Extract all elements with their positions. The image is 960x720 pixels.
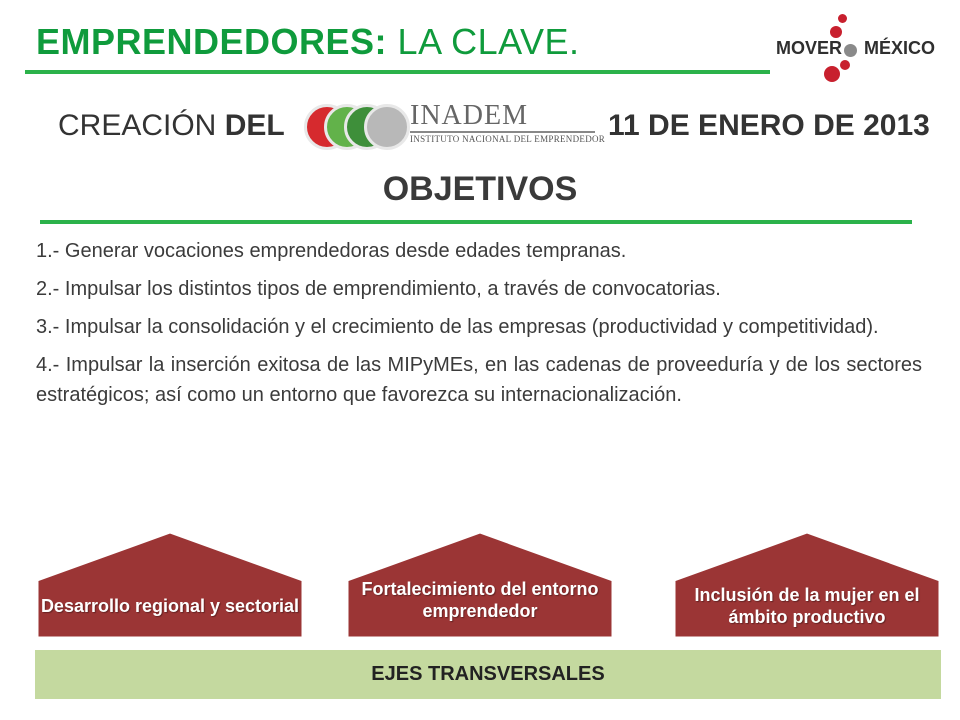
mover-mexico-logo — [776, 14, 936, 88]
axis-label: Inclusión de la mujer en el ámbito productivo — [694, 585, 920, 627]
objectives-heading: OBJETIVOS — [382, 170, 578, 208]
objective-item: 1.- Generar vocaciones emprendedoras desde edades tempranas. — [36, 240, 627, 262]
page-title — [36, 20, 579, 64]
title-divider — [25, 70, 770, 74]
objective-item: 2.- Impulsar los distintos tipos de emprendimiento, a través de convocatorias. — [36, 278, 721, 300]
page-title-rest: LA CLAVE. — [387, 21, 580, 62]
brand-dot-icon — [838, 14, 847, 23]
inadem-logo-rule — [410, 131, 595, 133]
axis-women-inclusion — [672, 530, 942, 640]
objectives-list — [36, 236, 922, 410]
axis-label: Desarrollo regional y sectorial — [40, 596, 300, 616]
brand-dot-icon — [840, 60, 850, 70]
axis-regional-development — [35, 530, 305, 640]
inadem-logo-name: INADEM — [410, 100, 528, 131]
brand-dot-icon — [824, 66, 840, 82]
brand-text-mover: MOVER — [776, 38, 843, 58]
transversal-axes-bar: EJES TRANSVERSALES — [35, 650, 941, 699]
creation-label-bold: DEL — [224, 109, 285, 142]
objective-item: 3.- Impulsar la consolidación y el crecimiento de las empresas (productividad y competitividad). — [36, 316, 879, 338]
brand-text-mexico: MÉXICO — [864, 38, 936, 58]
creation-label — [58, 108, 285, 144]
creation-label-plain: CREACIÓN — [58, 109, 225, 142]
inadem-gray-ring-icon — [364, 104, 410, 150]
page-title-bold: EMPRENDEDORES: — [36, 21, 388, 62]
inadem-logo — [302, 100, 606, 150]
axis-label: Fortalecimiento del entorno emprendedor — [361, 579, 599, 621]
axis-entrepreneur-environment — [345, 530, 615, 640]
brand-dot-icon — [844, 44, 857, 57]
objectives-divider — [40, 220, 912, 224]
objective-item: 4.- Impulsar la inserción exitosa de las MIPyMEs, en las cadenas de proveeduría y de los sectores estratégicos; así como un entorno que favorezca su internacionalización. — [36, 354, 922, 406]
inadem-logo-subtitle: INSTITUTO NACIONAL DEL EMPRENDEDOR — [410, 134, 606, 144]
creation-date: 11 DE ENERO DE 2013 — [608, 109, 930, 142]
brand-dot-icon — [830, 26, 842, 38]
